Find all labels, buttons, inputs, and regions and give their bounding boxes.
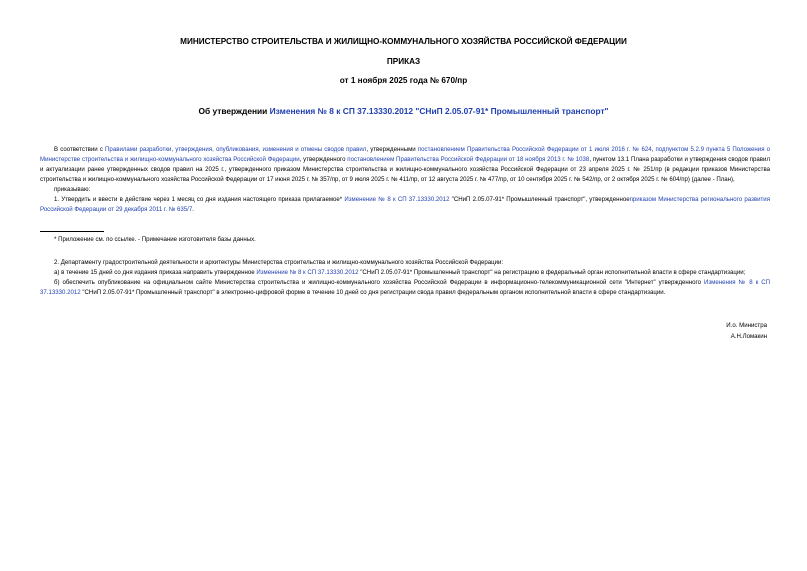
- link-change-8[interactable]: Изменение № 8 к СП 37.13330.2012: [344, 196, 450, 203]
- text: , пунктом 13.1 Плана разработки и утверждения сводов правил и актуализации ранее утвержденных сводов правил на 2025 г., утвержденного приказом Министерства строительства и жилищно-коммунального хозяйства Российской Федерации от 23 апреля 2025 г. № 251/пр (в редакции приказов Министерства строительства и жилищно-коммунального хозяйства Российской Федерации от 17 июня 2025 г. № 357/пр, от 9 июля 2025 г. № 411/пр, от 12 августа 2025 г. № 477/пр, от 10 сентября 2025 г. № 542/пр, от 2 октября 2025 г. № 604/пр) (далее - План),: [40, 156, 770, 183]
- paragraph-preamble: [40, 145, 770, 185]
- text: ,: [651, 146, 656, 153]
- link-order-635[interactable]: приказом Министерства регионального развития Российской Федерации от 29 декабря 2011 г. № 635/7: [40, 196, 770, 213]
- link-change-8-2a[interactable]: Изменение № 8 к СП 37.13330.2012: [256, 269, 359, 276]
- text: а) в течение 15 дней со дня издания приказа направить утвержденное: [54, 269, 257, 276]
- ministry-heading: МИНИСТЕРСТВО СТРОИТЕЛЬСТВА И ЖИЛИЩНО-КОММУНАЛЬНОГО ХОЗЯЙСТВА РОССИЙСКОЙ ФЕДЕРАЦИИ: [180, 37, 627, 46]
- main-text-continued: [40, 258, 770, 298]
- text: "СНиП 2.05.07-91* Промышленный транспорт" на регистрацию в федеральный орган исполнительной власти в сфере стандартизации;: [358, 269, 746, 276]
- title-prefix: Об утверждении: [198, 106, 270, 116]
- item-2: 2. Департаменту градостроительной деятельности и архитектуры Министерства строительства и жилищно-коммунального хозяйства Российской Федерации:: [54, 259, 504, 266]
- signatory-name: А.Н.Ломакин: [730, 333, 767, 340]
- link-rules[interactable]: Правилами разработки, утверждения, опубликования, изменения и отмены сводов правил: [105, 146, 367, 153]
- item-1: [40, 195, 770, 215]
- item-2b: [40, 278, 770, 298]
- text: б) обеспечить опубликование на официальном сайте Министерства строительства и жилищно-коммунального хозяйства Российской Федерации в информационно-телекоммуникационной сети "Интернет" утвержденного: [54, 279, 704, 286]
- date-number: от 1 ноября 2025 года № 670/пр: [339, 76, 468, 85]
- link-change-8-2b[interactable]: Изменения № 8 к СП 37.13330.2012: [40, 279, 770, 296]
- title-link[interactable]: Изменения № 8 к СП 37.13330.2012 "СНиП 2.05.07-91* Промышленный транспорт": [269, 106, 609, 116]
- text: , утвержденными: [366, 146, 418, 153]
- doc-type-heading: ПРИКАЗ: [386, 57, 421, 66]
- link-decree-1038[interactable]: постановлением Правительства Российской Федерации от 18 ноября 2013 г. № 1038: [347, 156, 590, 163]
- link-decree-624[interactable]: постановлением Правительства Российской Федерации от 1 июля 2016 г. № 624: [417, 146, 652, 153]
- document-title: [0, 106, 807, 116]
- link-regulation[interactable]: подпунктом 5.2.9 пункта 5 Положения о Министерстве строительства и жилищно-коммунального хозяйства Российской Федерации: [40, 146, 771, 163]
- signatory-position: И.о. Министра: [726, 322, 767, 329]
- text: "СНиП 2.05.07-91* Промышленный транспорт", утвержденное: [449, 196, 630, 203]
- text: , утвержденного: [299, 156, 348, 163]
- order-word: приказываю:: [54, 186, 91, 193]
- text: "СНиП 2.05.07-91* Промышленный транспорт" в электронно-цифровой форме в течение 10 дней со дня регистрации свода правил федеральным органом исполнительной власти в сфере стандартизации.: [80, 289, 666, 296]
- item-2a: [40, 268, 770, 278]
- text: В соответствии с: [54, 146, 106, 153]
- text: .: [192, 206, 194, 213]
- main-text: [40, 145, 770, 215]
- footnote-divider: [40, 231, 104, 232]
- text: 1. Утвердить и ввести в действие через 1 месяц со дня издания настоящего приказа прилагаемое*: [54, 196, 345, 203]
- signature-block: [726, 320, 767, 342]
- footnote: * Приложение см. по ссылке. - Примечание изготовителя базы данных.: [54, 236, 256, 243]
